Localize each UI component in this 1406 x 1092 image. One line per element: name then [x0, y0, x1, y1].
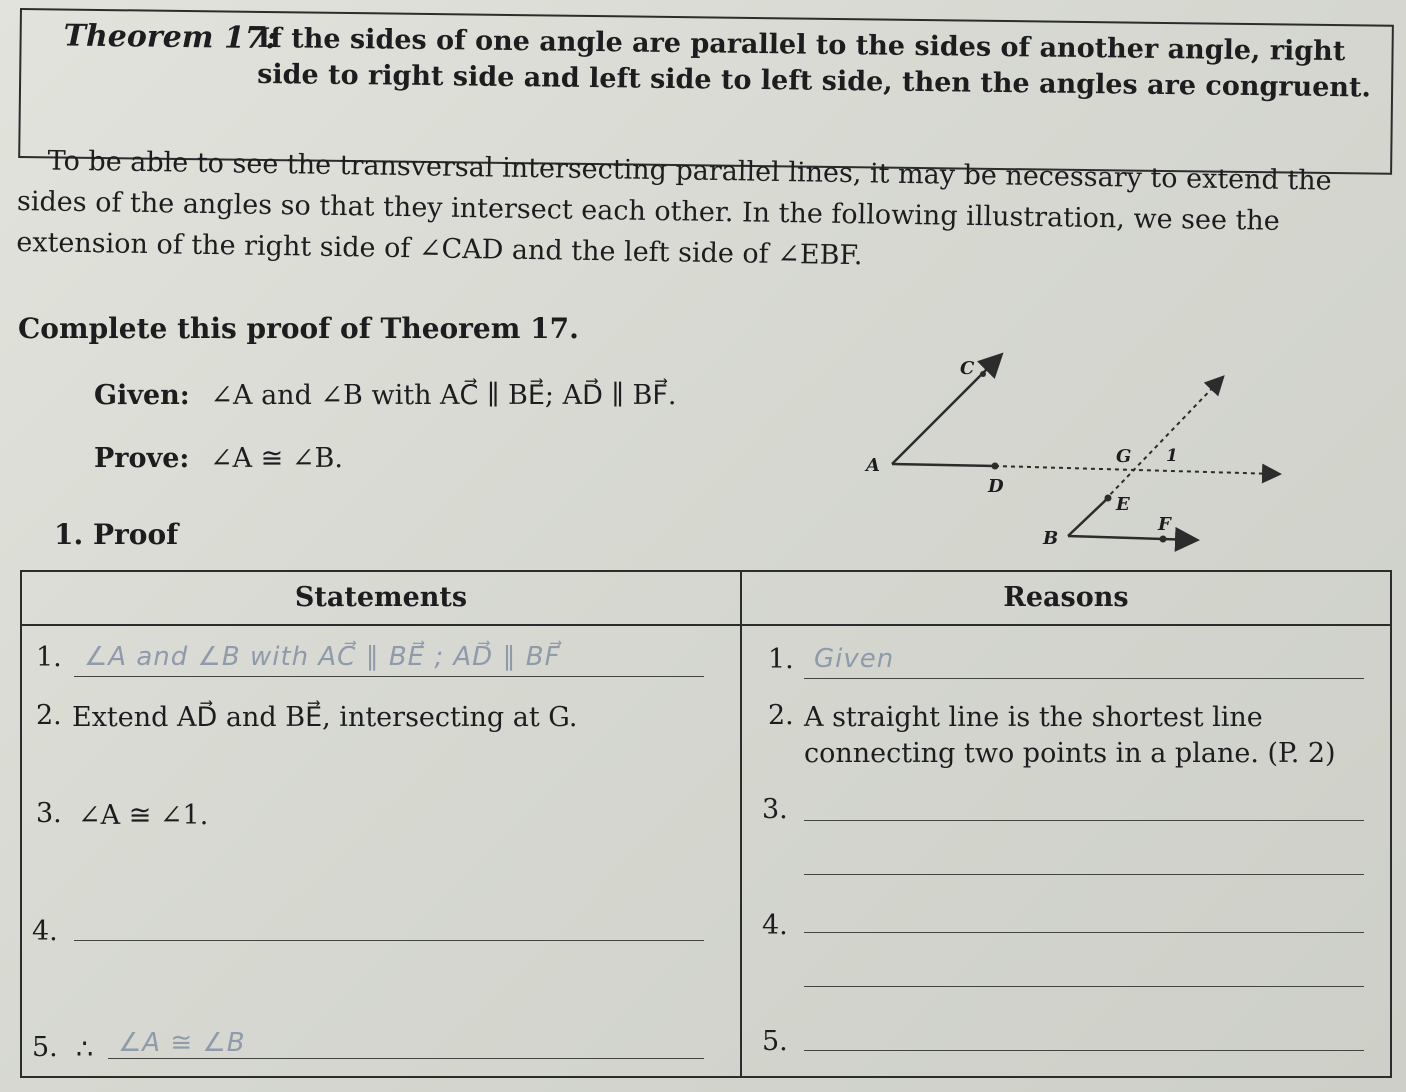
given-text: ∠A and ∠B with AC⃗ ∥ BE⃗; AD⃗ ∥ BF⃗.	[210, 380, 677, 411]
label-d: D	[988, 476, 1004, 497]
reason-number: 5.	[762, 1026, 788, 1057]
ray-be	[1068, 498, 1108, 536]
ray-ad	[892, 464, 995, 466]
column-divider	[740, 572, 742, 1076]
reason-1-blank[interactable]	[804, 678, 1364, 679]
statement-1-blank[interactable]	[74, 676, 704, 677]
ray-be-extension	[1105, 378, 1222, 500]
statement-5-blank[interactable]	[108, 1058, 704, 1059]
reason-number: 3.	[762, 794, 788, 825]
reason-5-blank[interactable]	[804, 1050, 1364, 1051]
intro-paragraph: To be able to see the transversal intersecting parallel lines, it may be necessary to extend the sides of the angles so that they intersect each other. In the following illustration, we see the extension of the right side of ∠CAD and the left side of ∠EBF.	[16, 145, 1332, 272]
prove-text: ∠A ≅ ∠B.	[209, 443, 343, 474]
reason-3-blank[interactable]	[804, 820, 1364, 821]
given-line	[94, 380, 677, 411]
given-label: Given:	[94, 380, 190, 411]
label-f: F	[1158, 514, 1171, 535]
label-g: G	[1116, 446, 1132, 467]
geometry-diagram	[850, 340, 1300, 560]
statement-number: 1.	[36, 642, 62, 673]
reason-2-text: A straight line is the shortest line connecting two points in a plane. (P. 2)	[804, 702, 1336, 769]
statement-number: 2.	[36, 700, 62, 731]
prove-line	[94, 443, 343, 474]
reason-number: 4.	[762, 910, 788, 941]
point-e	[1105, 495, 1112, 502]
statements-header: Statements	[294, 582, 468, 613]
statement-1-handwritten: ∠A and ∠B with AC⃗ ∥ BE⃗ ; AD⃗ ∥ BF⃗	[84, 642, 561, 672]
statement-4-blank[interactable]	[74, 940, 704, 941]
reason-number: 2.	[768, 700, 794, 731]
proof-table	[20, 570, 1392, 1078]
prove-label: Prove:	[94, 443, 190, 474]
reasons-header: Reasons	[1003, 582, 1129, 613]
label-c: C	[960, 358, 975, 379]
label-e: E	[1116, 494, 1130, 515]
statement-number: 4.	[32, 916, 58, 947]
therefore-symbol: ∴	[76, 1034, 94, 1065]
reason-3-blank-2[interactable]	[804, 874, 1364, 875]
statement-number: 5.	[32, 1032, 58, 1063]
statement-number: 3.	[36, 798, 62, 829]
label-angle-1: 1	[1166, 446, 1178, 466]
ray-bf	[1068, 536, 1195, 540]
theorem-text: If the sides of one angle are parallel to the sides of another angle, right side to right side and left side to left side, then the angles are congruent.	[257, 22, 1372, 104]
label-b: B	[1043, 528, 1059, 549]
point-d	[992, 463, 999, 470]
statement-5-handwritten: ∠A ≅ ∠B	[118, 1028, 246, 1058]
statement-2-text: Extend AD⃗ and BE⃗, intersecting at G.	[72, 702, 578, 733]
section-heading: Complete this proof of Theorem 17.	[18, 312, 579, 345]
reason-4-blank-2[interactable]	[804, 986, 1364, 987]
reason-number: 1.	[768, 644, 794, 675]
proof-label: 1. Proof	[54, 518, 179, 551]
header-divider	[22, 624, 1390, 626]
theorem-label: Theorem 17:	[63, 18, 277, 57]
point-f	[1160, 536, 1167, 543]
reason-4-blank[interactable]	[804, 932, 1364, 933]
statement-3-text: ∠A ≅ ∠1.	[78, 800, 209, 831]
ray-ad-extension	[995, 466, 1278, 474]
point-c	[980, 371, 986, 377]
reason-1-handwritten: Given	[814, 644, 895, 674]
label-a: A	[866, 455, 880, 476]
